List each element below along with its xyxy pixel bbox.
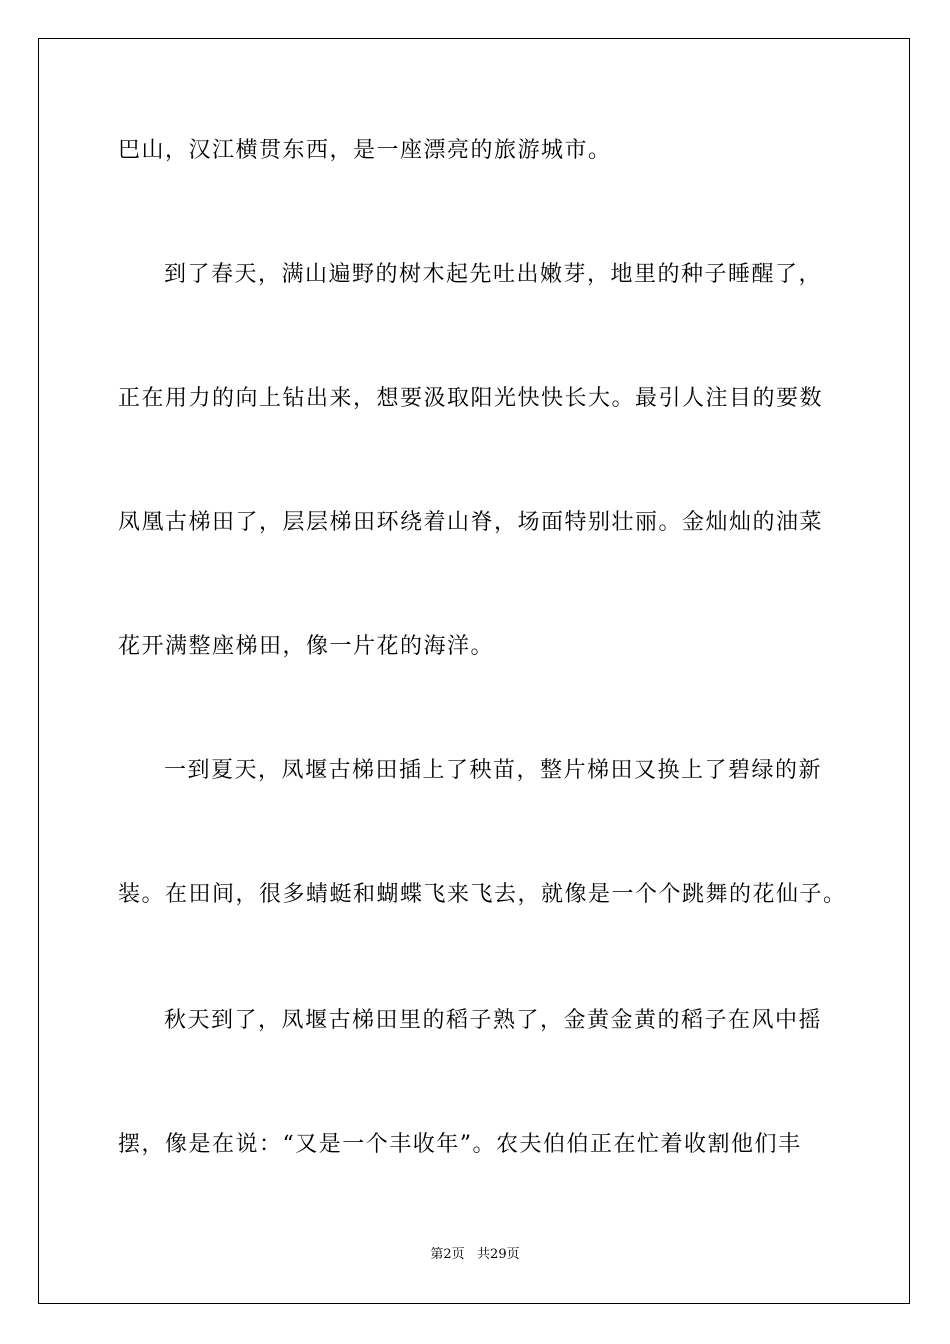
text-line-1: 巴山，汉江横贯东西，是一座漂亮的旅游城市。 xyxy=(118,138,612,163)
text-line-2: 到了春天，满山遍野的树木起先吐出嫩芽，地里的种子睡醒了， xyxy=(164,262,823,287)
page-border xyxy=(38,38,910,1304)
text-line-3: 正在用力的向上钻出来，想要汲取阳光快快长大。最引人注目的要数 xyxy=(118,386,824,411)
text-line-4: 凤凰古梯田了，层层梯田环绕着山脊，场面特别壮丽。金灿灿的油菜 xyxy=(118,510,824,535)
text-line-6: 一到夏天，凤堰古梯田插上了秧苗，整片梯田又换上了碧绿的新 xyxy=(164,758,823,783)
text-line-5: 花开满整座梯田，像一片花的海洋。 xyxy=(118,634,495,659)
text-line-9: 摆，像是在说：“又是一个丰收年”。农夫伯伯正在忙着收割他们丰 xyxy=(118,1132,802,1157)
page-number-footer: 第2页 共29页 xyxy=(430,1247,520,1262)
text-line-7: 装。在田间，很多蜻蜓和蝴蝶飞来飞去，就像是一个个跳舞的花仙子。 xyxy=(118,882,847,907)
text-line-8: 秋天到了，凤堰古梯田里的稻子熟了，金黄金黄的稻子在风中摇 xyxy=(164,1008,823,1033)
